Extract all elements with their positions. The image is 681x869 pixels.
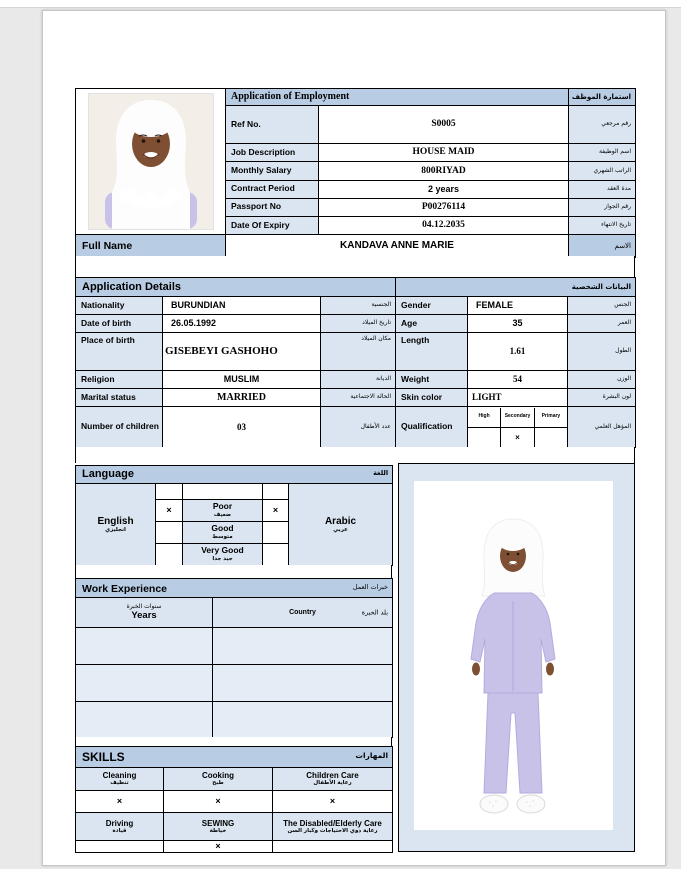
qualification-secondary-mark: ×: [501, 428, 535, 447]
country-header-label: Country: [289, 608, 316, 616]
ref-no-value: S0005: [319, 106, 569, 144]
good-cell: [183, 522, 263, 544]
age-label: Age: [396, 315, 468, 333]
work-experience-title-bar: [76, 579, 393, 598]
children-care-arabic: رعاية الأطفال: [313, 780, 352, 787]
elderly-care-cell: [273, 813, 393, 841]
portrait-photo-cell: [76, 89, 226, 235]
qualification-primary-mark: [534, 428, 567, 447]
ref-no-arabic: رقم مرجعي: [569, 106, 636, 144]
full-name-label: Full Name: [76, 235, 226, 258]
full-body-photo: [414, 481, 613, 830]
passport-no-label: Passport No: [226, 198, 319, 216]
date-of-birth-value: 26.05.1992: [163, 315, 321, 333]
elderly-care-label: The Disabled/Elderly Care: [283, 818, 382, 828]
document-page: [42, 10, 666, 866]
number-of-children-value: 03: [163, 407, 321, 448]
date-of-birth-label: Date of birth: [76, 315, 163, 333]
english-poor-mark: ×: [156, 500, 183, 522]
monthly-salary-label: Monthly Salary: [226, 162, 319, 180]
arabic-label: Arabic: [324, 515, 357, 527]
experience-row-years: [76, 702, 213, 738]
country-header-arabic: بلد الخبرة: [361, 608, 389, 617]
arabic-verygood-mark: [263, 544, 289, 566]
marital-status-arabic: الحالة الاجتماعية: [321, 389, 396, 407]
experience-row-country: [213, 628, 393, 665]
marital-status-label: Marital status: [76, 389, 163, 407]
years-header-label: Years: [131, 609, 157, 621]
cooking-mark: ×: [164, 791, 273, 813]
driving-cell: [76, 813, 164, 841]
driving-label: Driving: [105, 818, 134, 828]
arabic-good-mark: [263, 522, 289, 544]
work-experience-title: Work Experience: [82, 583, 168, 595]
skin-color-arabic: لون البشرة: [568, 389, 636, 407]
details-title: Application Details: [76, 278, 396, 297]
page-top-strip: [0, 0, 681, 8]
monthly-salary-arabic: الراتب الشهري: [569, 162, 636, 180]
skills-title-bar: [76, 747, 393, 768]
place-of-birth-label: Place of birth: [76, 333, 163, 371]
verygood-label-arabic: جيد جدا: [212, 556, 233, 563]
cleaning-arabic: تنظيف: [110, 780, 129, 787]
passport-no-value: P00276114: [319, 198, 569, 216]
poor-label-arabic: ضعيف: [213, 512, 232, 519]
full-body-photo-box: [398, 463, 635, 852]
number-of-children-label: Number of children: [76, 407, 163, 448]
skin-color-label: Skin color: [396, 389, 468, 407]
place-of-birth-value: GISEBEYI GASHOHO: [163, 333, 321, 371]
elderly-care-mark: [273, 841, 393, 853]
qualification-label: Qualification: [396, 407, 468, 448]
weight-value: 54: [468, 371, 568, 389]
weight-label: Weight: [396, 371, 468, 389]
english-verygood-mark: [156, 544, 183, 566]
full-name-arabic: الاسم: [569, 235, 636, 258]
length-arabic: الطول: [568, 333, 636, 371]
elderly-care-arabic: رعاية ذوي الاحتياجات وكبار السن: [287, 827, 378, 834]
driving-mark: [76, 841, 164, 853]
weight-arabic: الوزن: [568, 371, 636, 389]
arabic-cell: [289, 484, 393, 566]
length-label: Length: [396, 333, 468, 371]
job-description-arabic: اسم الوظيفة: [569, 144, 636, 162]
nationality-arabic: الجنسية: [321, 297, 396, 315]
poor-cell: [183, 500, 263, 522]
good-label-arabic: متوسط: [212, 534, 233, 541]
good-label: Good: [211, 523, 234, 534]
language-grid-blank: [183, 484, 263, 500]
children-care-mark: ×: [273, 791, 393, 813]
skills-title-arabic: المهارات: [355, 751, 389, 760]
section-spacer: [75, 447, 635, 463]
qualification-high-mark: [468, 428, 501, 447]
sewing-label: SEWING: [201, 818, 235, 828]
nationality-value: BURUNDIAN: [163, 297, 321, 315]
full-name-value: KANDAVA ANNE MARIE: [226, 235, 569, 258]
verygood-label: Very Good: [201, 545, 244, 556]
skills-title: SKILLS: [82, 749, 125, 764]
english-label: English: [97, 515, 134, 527]
monthly-salary-value: 800RIYAD: [319, 162, 569, 180]
religion-arabic: الديانة: [321, 371, 396, 389]
work-experience-table: [75, 578, 393, 738]
english-label-arabic: انجليزي: [105, 527, 126, 534]
gender-value: FEMALE: [468, 297, 568, 315]
length-value: 1.61: [468, 333, 568, 371]
nationality-label: Nationality: [76, 297, 163, 315]
date-of-birth-arabic: تاريخ الميلاد: [321, 315, 396, 333]
passport-no-arabic: رقم الجواز: [569, 198, 636, 216]
contract-period-label: Contract Period: [226, 180, 319, 198]
years-header-arabic: سنوات الخبرة: [126, 602, 162, 610]
section-spacer: [75, 565, 392, 578]
language-title-bar: [76, 466, 393, 484]
religion-value: MUSLIM: [163, 371, 321, 389]
arabic-poor-mark: ×: [263, 500, 289, 522]
qualification-primary-header: Primary: [534, 408, 567, 428]
date-of-expiry-arabic: تاريخ الانتهاء: [569, 216, 636, 234]
sewing-mark: ×: [164, 841, 273, 853]
portrait-photo: [88, 93, 214, 230]
ref-no-label: Ref No.: [226, 106, 319, 144]
contract-period-arabic: مدة العقد: [569, 180, 636, 198]
arabic-label-arabic: عربي: [333, 527, 348, 534]
job-description-label: Job Description: [226, 144, 319, 162]
language-title: Language: [82, 468, 134, 481]
english-cell: [76, 484, 156, 566]
english-good-mark: [156, 522, 183, 544]
verygood-cell: [183, 544, 263, 566]
contract-period-value: 2 years: [319, 180, 569, 198]
country-header-cell: [213, 598, 393, 628]
employment-header-table: [75, 88, 636, 258]
qualification-high-header: High: [468, 408, 501, 428]
experience-row-years: [76, 665, 213, 702]
place-of-birth-arabic: مكان الميلاد: [321, 333, 396, 371]
date-of-expiry-label: Date Of Expiry: [226, 216, 319, 234]
experience-row-country: [213, 702, 393, 738]
language-grid-blank: [263, 484, 289, 500]
experience-row-country: [213, 665, 393, 702]
skills-table: [75, 746, 393, 853]
gender-arabic: الجنس: [568, 297, 636, 315]
language-grid-blank: [156, 484, 183, 500]
section-spacer: [75, 737, 392, 746]
qualification-secondary-header: Secondary: [501, 408, 535, 428]
language-title-arabic: اللغة: [373, 469, 389, 477]
cleaning-mark: ×: [76, 791, 164, 813]
children-care-cell: [273, 768, 393, 791]
application-form: [75, 88, 637, 854]
children-care-label: Children Care: [306, 771, 359, 781]
date-of-expiry-value: 04.12.2035: [319, 216, 569, 234]
qualification-subtable: [468, 408, 567, 447]
cleaning-cell: [76, 768, 164, 791]
section-spacer: [75, 256, 635, 277]
skin-color-value: LIGHT: [468, 389, 568, 407]
work-experience-title-arabic: خبرات العمل: [352, 583, 389, 591]
form-title-arabic: استمارة الموظف: [569, 89, 636, 106]
qualification-arabic: المؤهل العلمي: [568, 407, 636, 448]
job-description-value: HOUSE MAID: [319, 144, 569, 162]
religion-label: Religion: [76, 371, 163, 389]
experience-row-years: [76, 628, 213, 665]
sewing-cell: [164, 813, 273, 841]
marital-status-value: MARRIED: [163, 389, 321, 407]
age-arabic: العمر: [568, 315, 636, 333]
application-details-table: [75, 277, 636, 448]
driving-arabic: قيادة: [112, 827, 127, 834]
gender-label: Gender: [396, 297, 468, 315]
form-title: Application of Employment: [226, 89, 569, 106]
cooking-arabic: طبخ: [212, 780, 224, 787]
age-value: 35: [468, 315, 568, 333]
details-title-arabic: البيانات الشخصية: [396, 278, 636, 297]
number-of-children-arabic: عدد الأطفال: [321, 407, 396, 448]
poor-label: Poor: [212, 501, 233, 512]
years-header-cell: [76, 598, 213, 628]
cooking-label: Cooking: [202, 771, 234, 781]
cooking-cell: [164, 768, 273, 791]
language-table: [75, 465, 393, 566]
sewing-arabic: خياطة: [209, 827, 227, 834]
cleaning-label: Cleaning: [102, 771, 137, 781]
